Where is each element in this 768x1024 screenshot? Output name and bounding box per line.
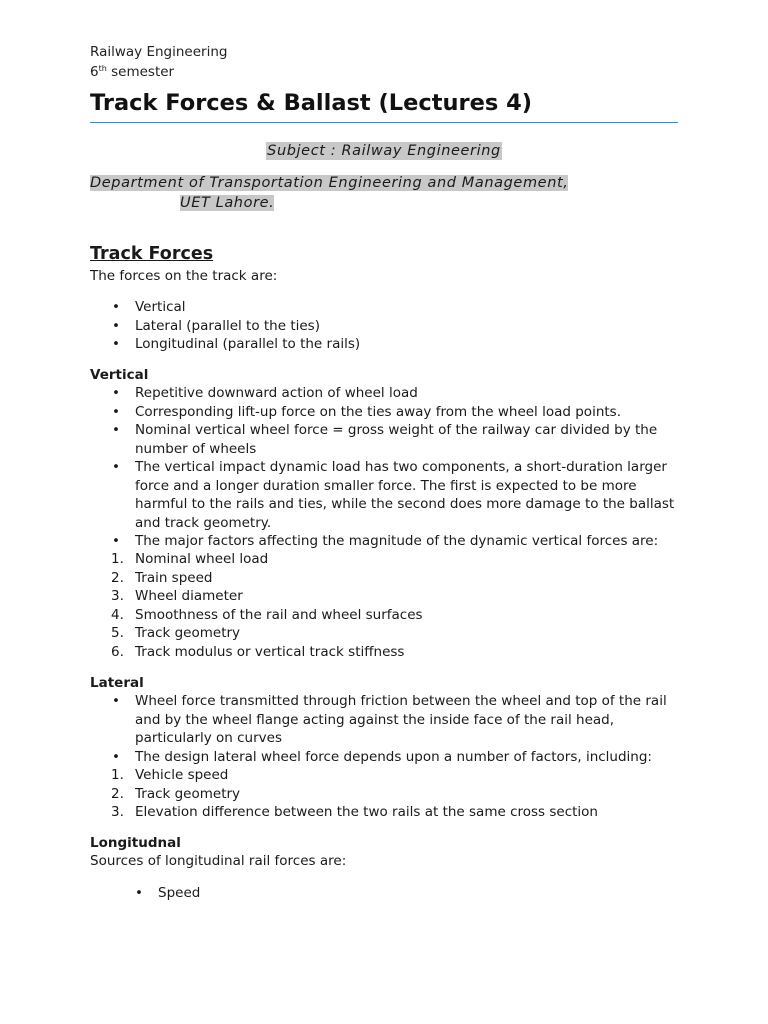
list-item — [90, 569, 680, 588]
list-item-text: The vertical impact dynamic load has two components, a short-duration larger force and a longer duration smaller force. The first is expected to be more harmful to the rails and ties, while the second does more damage to the ballast and track geometry. — [135, 459, 675, 531]
semester-label — [90, 61, 174, 80]
department-line-1: Department of Transportation Engineering and Management, — [90, 175, 569, 191]
list-item-text: Speed — [158, 885, 201, 901]
bullet-icon: • — [135, 885, 143, 901]
list-number: 1. — [111, 767, 124, 783]
list-number: 5. — [111, 625, 124, 641]
subject-line — [0, 141, 768, 161]
course-name: Railway Engineering — [90, 44, 228, 60]
subject-text: Subject : Railway Engineering — [267, 143, 501, 159]
list-item — [90, 748, 680, 767]
list-item — [90, 550, 680, 569]
vertical-factors-list — [90, 550, 680, 661]
semester-ordinal-suffix: th — [98, 64, 107, 73]
bullet-icon: • — [112, 422, 120, 438]
list-item — [90, 532, 680, 551]
lateral-bullet-list — [90, 692, 680, 766]
list-item-text: Longitudinal (parallel to the rails) — [135, 336, 361, 352]
title-divider — [90, 122, 678, 123]
bullet-icon: • — [112, 403, 120, 420]
list-item-text: Wheel diameter — [135, 588, 243, 604]
list-item-text: Vertical — [135, 299, 186, 315]
list-item-text: Smoothness of the rail and wheel surfaces — [135, 606, 423, 623]
list-item-text: Elevation difference between the two rails at the same cross section — [135, 804, 598, 820]
force-types-list — [90, 298, 680, 354]
list-number: 3. — [111, 588, 124, 604]
list-item — [90, 298, 680, 317]
lateral-factors-list — [90, 766, 680, 822]
list-number: 4. — [111, 606, 124, 623]
list-number: 2. — [111, 785, 124, 802]
list-item-text: Vehicle speed — [135, 767, 229, 783]
list-item-text: The design lateral wheel force depends upon a number of factors, including: — [135, 748, 652, 765]
list-item — [90, 421, 680, 458]
list-item — [90, 606, 680, 625]
bullet-icon: • — [112, 385, 120, 401]
list-number: 2. — [111, 569, 124, 586]
list-item — [90, 384, 680, 403]
list-item-text: Nominal vertical wheel force = gross weight of the railway car divided by the number of wheels — [135, 422, 658, 457]
list-item-text: Repetitive downward action of wheel load — [135, 385, 418, 401]
bullet-icon: • — [112, 336, 120, 352]
bullet-icon: • — [112, 748, 120, 765]
bullet-icon: • — [112, 693, 120, 709]
bullet-icon: • — [112, 459, 120, 475]
subheading-lateral: Lateral — [90, 675, 144, 691]
section-heading-track-forces: Track Forces — [90, 244, 214, 264]
bullet-icon: • — [112, 299, 120, 315]
list-item-text: Corresponding lift-up force on the ties away from the wheel load points. — [135, 403, 621, 420]
longitudinal-intro: Sources of longitudinal rail forces are: — [90, 853, 347, 869]
list-number: 6. — [111, 643, 124, 660]
list-item — [90, 317, 680, 336]
vertical-bullet-list — [90, 384, 680, 551]
list-item — [90, 692, 680, 748]
list-item — [90, 335, 680, 354]
list-item — [90, 643, 680, 662]
list-item-text: Track geometry — [135, 785, 241, 802]
list-number: 1. — [111, 551, 124, 567]
list-item — [90, 624, 680, 643]
list-item — [90, 803, 680, 822]
list-item-text: Track modulus or vertical track stiffness — [135, 643, 405, 660]
list-item — [90, 458, 680, 532]
list-number: 3. — [111, 804, 124, 820]
list-item-text: Train speed — [135, 569, 213, 586]
list-item-text: Wheel force transmitted through friction between the wheel and top of the rail and by the wheel flange acting against the inside face of the rail head, particularly on curves — [135, 693, 667, 746]
list-item-text: Nominal wheel load — [135, 551, 269, 567]
semester-number: 6 — [90, 64, 99, 80]
bullet-icon: • — [112, 317, 120, 334]
track-forces-intro: The forces on the track are: — [90, 268, 278, 284]
list-item — [90, 403, 680, 422]
list-item — [113, 884, 673, 903]
department-line-2: UET Lahore. — [180, 195, 275, 211]
bullet-icon: • — [112, 533, 120, 549]
subheading-longitudinal: Longitudnal — [90, 835, 181, 851]
list-item-text: Lateral (parallel to the ties) — [135, 317, 320, 334]
list-item — [90, 766, 680, 785]
list-item — [90, 785, 680, 804]
document-title: Track Forces & Ballast (Lectures 4) — [90, 90, 533, 116]
list-item-text: The major factors affecting the magnitude of the dynamic vertical forces are: — [135, 533, 659, 549]
list-item-text: Track geometry — [135, 625, 241, 641]
list-item — [90, 587, 680, 606]
semester-word: semester — [111, 64, 175, 80]
longitudinal-sources-list — [113, 884, 673, 903]
department-block — [90, 173, 680, 213]
subheading-vertical: Vertical — [90, 367, 149, 383]
